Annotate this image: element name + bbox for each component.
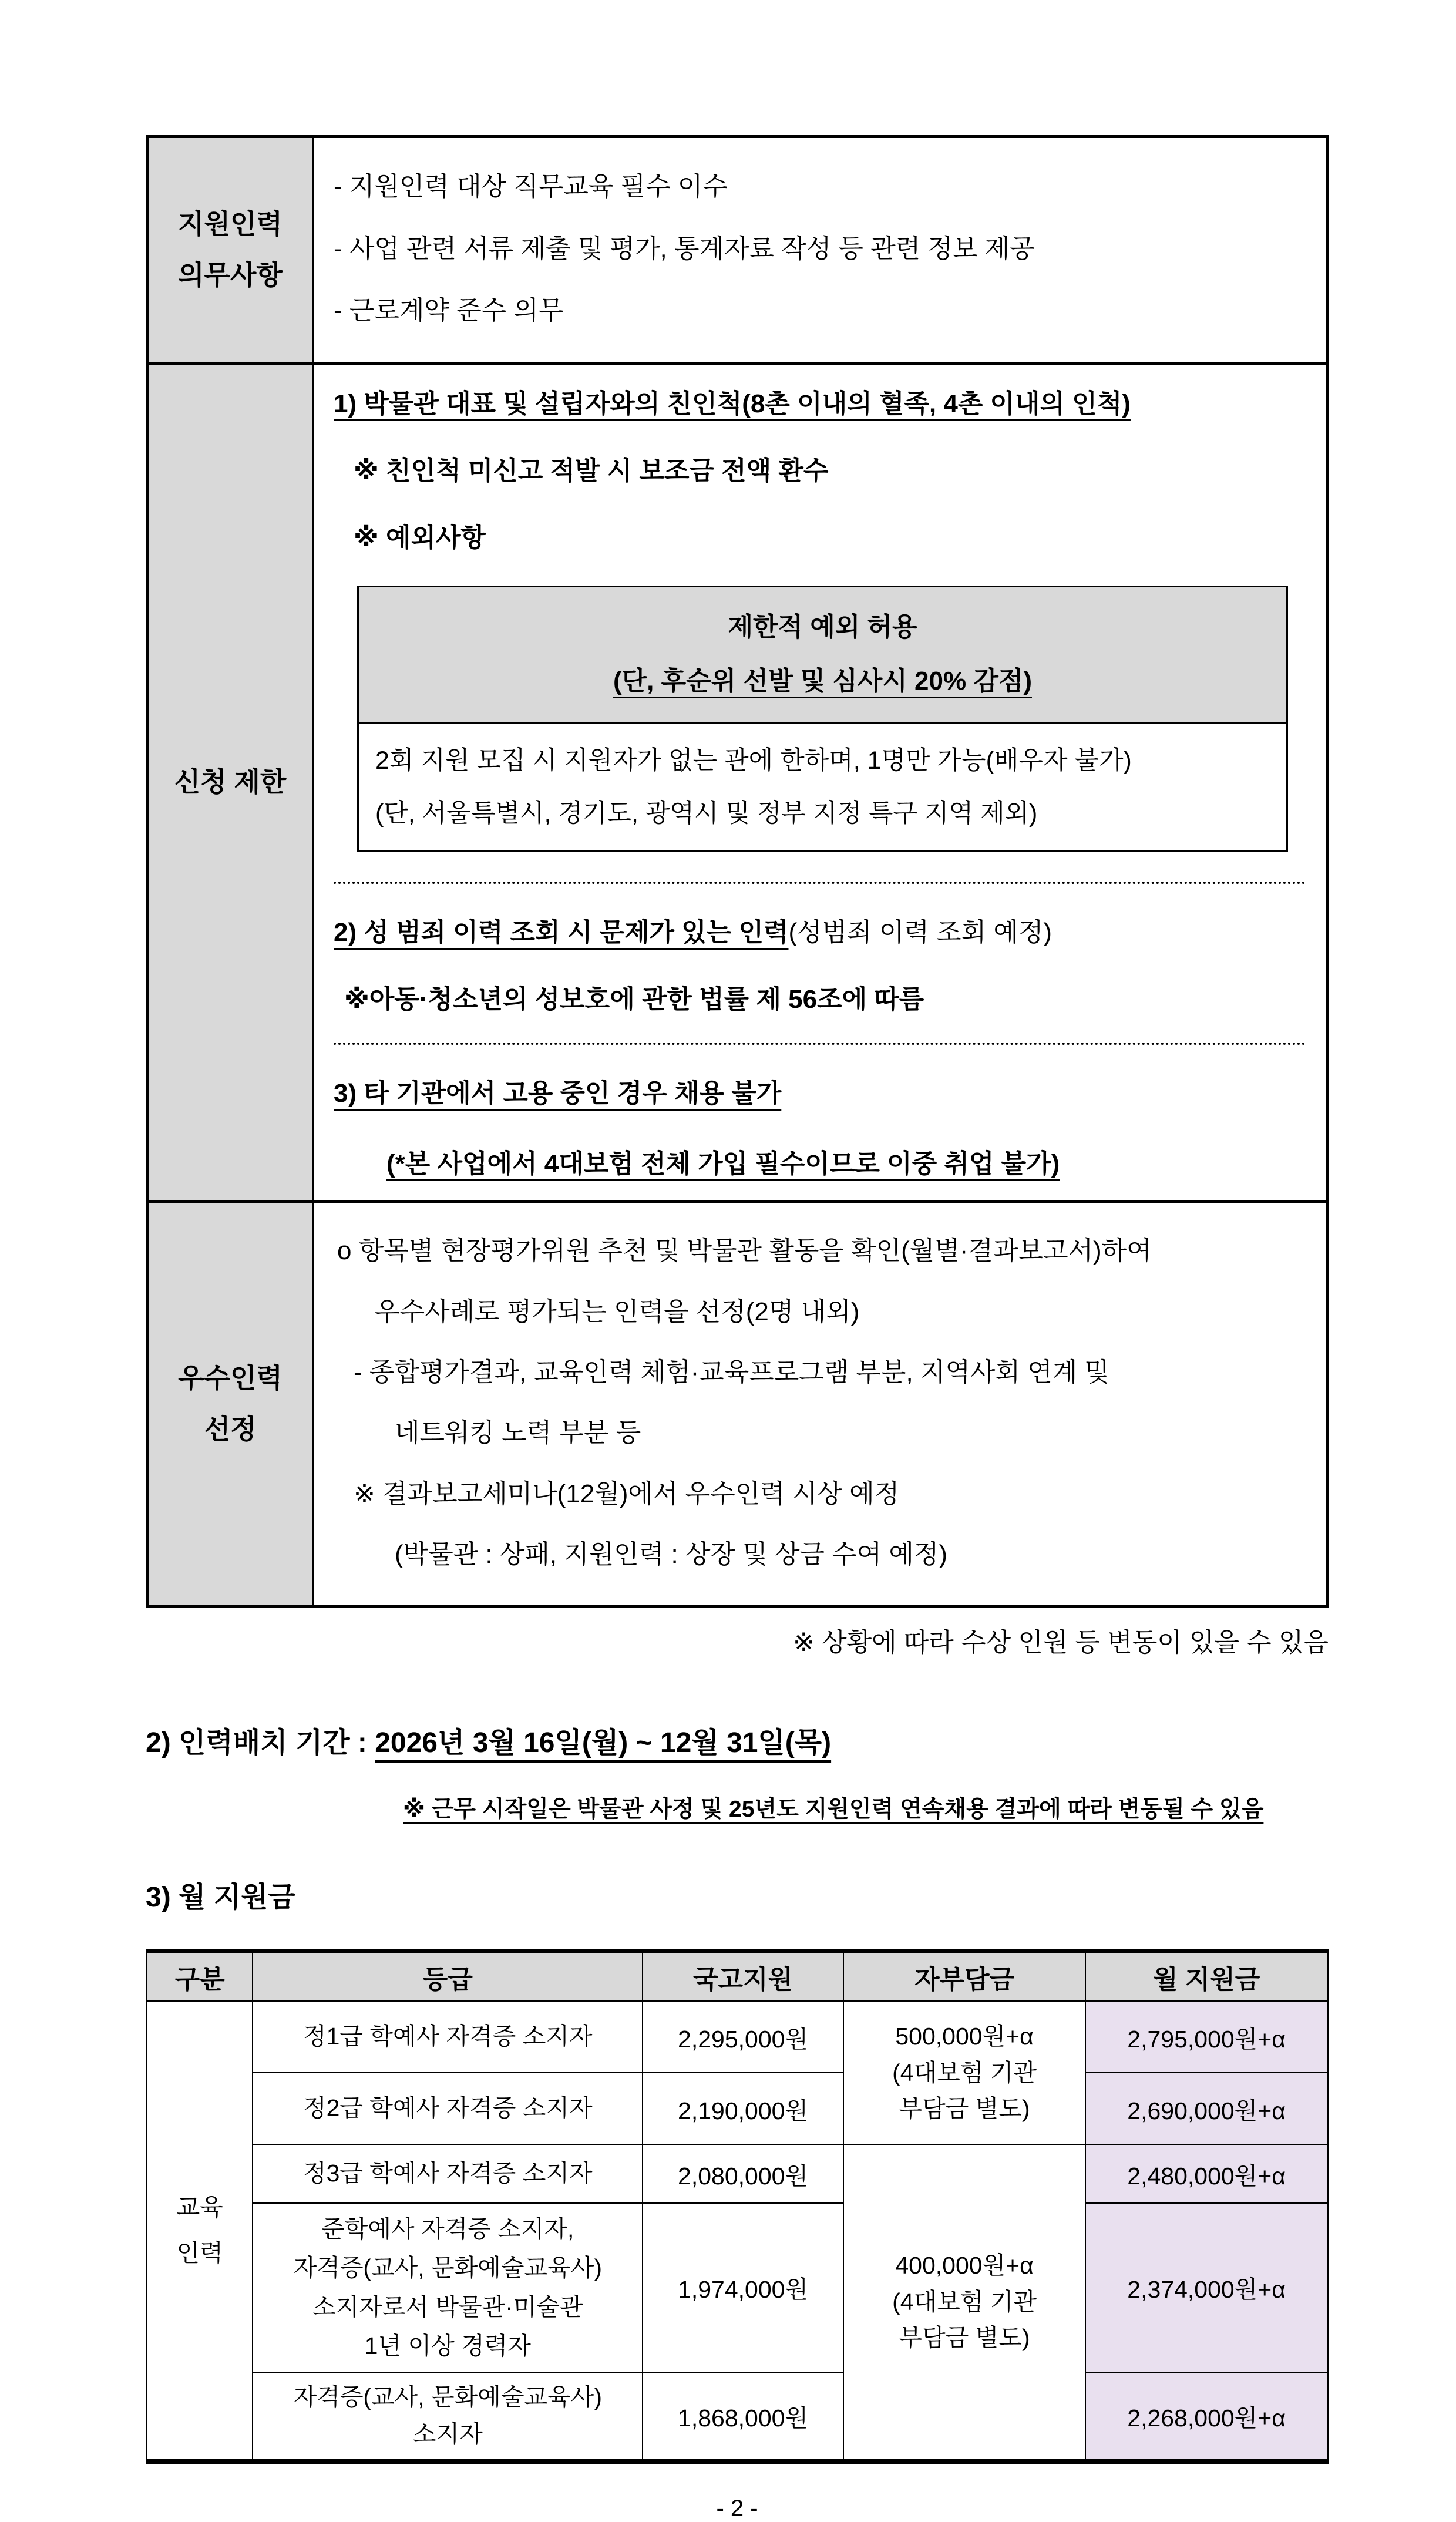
table-row-obligations [147, 137, 1327, 364]
restriction-1-title: 1) 박물관 대표 및 설립자와의 친인척(8촌 이내의 혈족, 4촌 이내의 인척) [334, 389, 1131, 418]
terms-table [146, 135, 1329, 1608]
grade-cell: 정1급 학예사 자격증 소지자 [253, 2001, 643, 2073]
exception-header-cell [358, 586, 1287, 722]
subsidy-cell: 2,190,000원 [643, 2073, 843, 2144]
exception-body-line: 2회 지원 모집 시 지원자가 없는 관에 한하며, 1명만 가능(배우자 불가) [375, 746, 1132, 775]
restriction-item-3 [334, 1072, 1306, 1180]
grade-cell: 정2급 학예사 자격증 소지자 [253, 2073, 643, 2144]
document-content [146, 135, 1329, 2522]
support-row-5 [147, 2372, 1328, 2462]
col-header-category: 구분 [147, 1951, 253, 2002]
row-header-obligations [147, 137, 313, 364]
obligations-cell [313, 137, 1327, 364]
selfpay-line: 400,000원+α [895, 2252, 1034, 2279]
restriction-1-note: ※ 친인척 미신고 적발 시 보조금 전액 환수 [354, 456, 829, 485]
col-header-subsidy: 국고지원 [643, 1951, 843, 2002]
row-header-line: 지원인력 [178, 209, 283, 239]
selfpay-cell-1 [843, 2001, 1085, 2144]
restriction-item-2 [334, 911, 1306, 1015]
grade-line: 1년 이상 경력자 [364, 2332, 531, 2360]
dotted-divider [334, 882, 1306, 884]
selfpay-line: (4대보험 기관 [892, 2288, 1037, 2315]
excellence-line: - 종합평가결과, 교육인력 체험·교육프로그램 부분, 지역사회 연계 및 [354, 1357, 1109, 1387]
monthly-cell: 2,480,000원+α [1085, 2144, 1327, 2203]
excellence-line: (박물관 : 상패, 지원인력 : 상장 및 상금 수여 예정) [395, 1540, 948, 1569]
grade-line: 소지자 [412, 2420, 483, 2448]
support-row-3 [147, 2144, 1328, 2203]
grade-cell: 정3급 학예사 자격증 소지자 [253, 2144, 643, 2203]
category-line: 인력 [176, 2239, 223, 2267]
row-header-line: 선정 [204, 1414, 257, 1445]
restriction-3-note: (*본 사업에서 4대보험 전체 가입 필수이므로 이중 취업 불가) [386, 1149, 1060, 1179]
exception-subtitle: (단, 후순위 선발 및 심사시 20% 감점) [613, 667, 1032, 696]
monthly-cell: 2,690,000원+α [1085, 2073, 1327, 2144]
grade-line: 자격증(교사, 문화예술교육사) [293, 2383, 602, 2410]
section-2-period: 2026년 3월 16일(월) ~ 12월 31일(목) [375, 1727, 832, 1758]
monthly-cell: 2,374,000원+α [1085, 2203, 1327, 2372]
excellence-cell [313, 1202, 1327, 1606]
restrictions-cell [313, 363, 1327, 1201]
exception-title: 제한적 예외 허용 [728, 612, 917, 641]
row-header-excellence [147, 1202, 313, 1606]
table-row-restrictions [147, 363, 1327, 1201]
grade-cell [253, 2372, 643, 2462]
subsidy-cell: 1,974,000원 [643, 2203, 843, 2372]
exception-header-row [358, 586, 1287, 722]
exception-body-line: (단, 서울특별시, 경기도, 광역시 및 정부 지정 특구 지역 제외) [375, 799, 1038, 828]
monthly-cell: 2,795,000원+α [1085, 2001, 1327, 2073]
support-row-4 [147, 2203, 1328, 2372]
section-3-heading: 3) 월 지원금 [146, 1881, 295, 1913]
selfpay-line: (4대보험 기관 [892, 2059, 1037, 2086]
section-2-label: 2) 인력배치 기간 : [146, 1727, 375, 1758]
restriction-2-title: 2) 성 범죄 이력 조회 시 문제가 있는 인력 [334, 918, 789, 947]
subsidy-cell: 2,295,000원 [643, 2001, 843, 2073]
category-line: 교육 [176, 2193, 223, 2221]
restriction-3-title: 3) 타 기관에서 고용 중인 경우 채용 불가 [334, 1079, 782, 1108]
selfpay-line: 부담금 별도) [899, 2095, 1030, 2122]
exception-subtable [357, 586, 1288, 852]
selfpay-cell-2 [843, 2144, 1085, 2462]
exception-body-row [358, 722, 1287, 852]
table-row-excellence [147, 1202, 1327, 1606]
col-header-grade: 등급 [253, 1951, 643, 2002]
row-header-line: 의무사항 [178, 260, 283, 291]
selfpay-line: 부담금 별도) [899, 2324, 1030, 2352]
support-row-1 [147, 2001, 1328, 2073]
category-cell [147, 2001, 253, 2462]
section-2-note: ※ 근무 시작일은 박물관 사정 및 25년도 지원인력 연속채용 결과에 따라 변동될 수 있음 [403, 1796, 1264, 1822]
monthly-support-table [146, 1949, 1329, 2464]
subsidy-cell: 1,868,000원 [643, 2372, 843, 2462]
grade-line: 소지자로서 박물관·미술관 [312, 2293, 583, 2321]
excellence-line: 네트워킹 노력 부분 등 [395, 1418, 641, 1448]
selfpay-line: 500,000원+α [895, 2023, 1034, 2050]
grade-line: 자격증(교사, 문화예술교육사) [293, 2254, 602, 2282]
exception-body-cell [358, 722, 1287, 852]
restriction-1-note: ※ 예외사항 [354, 523, 486, 552]
grade-line: 준학예사 자격증 소지자, [321, 2215, 574, 2242]
support-table-header-row [147, 1951, 1328, 2002]
table1-footnote: ※ 상황에 따라 수상 인원 등 변동이 있을 수 있음 [793, 1627, 1329, 1657]
monthly-cell: 2,268,000원+α [1085, 2372, 1327, 2462]
section-2-heading [146, 1720, 1329, 1760]
obligation-item: - 사업 관련 서류 제출 및 평가, 통계자료 작성 등 관련 정보 제공 [334, 234, 1035, 263]
obligation-item: - 근로계약 준수 의무 [334, 296, 564, 325]
page-number: - 2 - [716, 2495, 758, 2521]
excellence-line: ※ 결과보고세미나(12월)에서 우수인력 시상 예정 [354, 1479, 900, 1508]
obligation-item: - 지원인력 대상 직무교육 필수 이수 [334, 172, 728, 201]
grade-cell [253, 2203, 643, 2372]
support-row-2 [147, 2073, 1328, 2144]
row-header-restrictions: 신청 제한 [147, 363, 313, 1201]
restriction-2-suffix: (성범죄 이력 조회 예정) [788, 918, 1052, 947]
dotted-divider [334, 1043, 1306, 1045]
col-header-monthly: 월 지원금 [1085, 1951, 1327, 2002]
row-header-line: 우수인력 [178, 1362, 283, 1393]
subsidy-cell: 2,080,000원 [643, 2144, 843, 2203]
restriction-item-1 [334, 382, 1306, 554]
col-header-selfpay: 자부담금 [843, 1951, 1085, 2002]
excellence-line: o 항목별 현장평가위원 추천 및 박물관 활동을 확인(월별·결과보고서)하여 [337, 1236, 1152, 1266]
excellence-line: 우수사례로 평가되는 인력을 선정(2명 내외) [375, 1297, 860, 1326]
restriction-2-note: ※아동·청소년의 성보호에 관한 법률 제 56조에 따름 [344, 985, 924, 1014]
